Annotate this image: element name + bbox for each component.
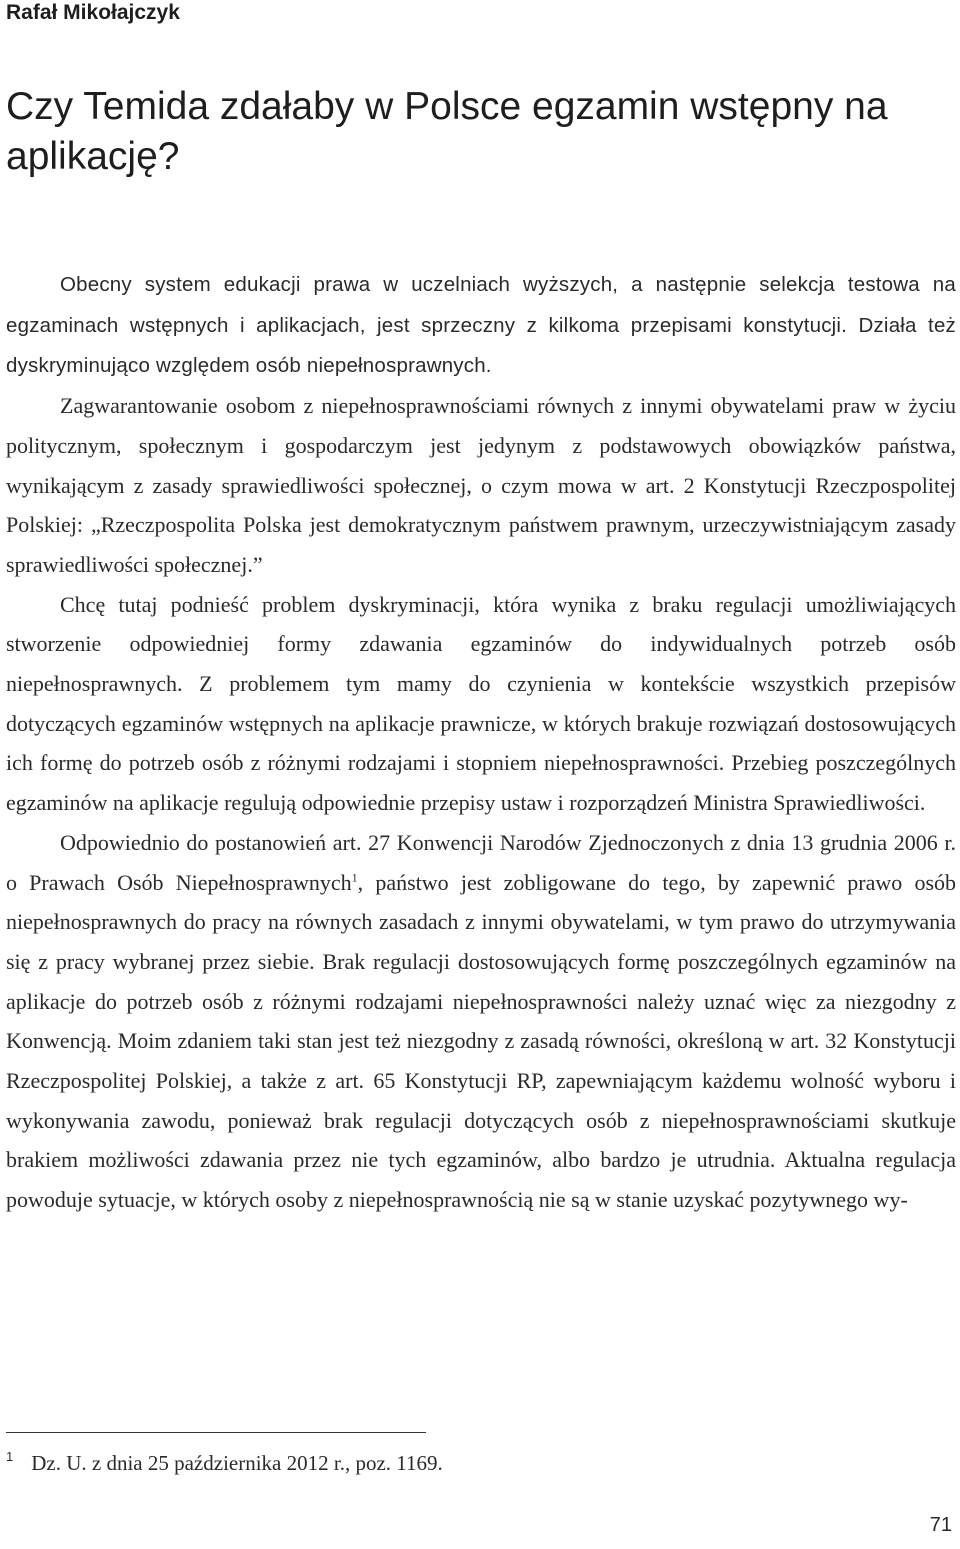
paragraph-3-text-a: Odpowiednio do postanowień art. 27 Konwencji Narodów Zjednoczonych z dnia 13 grudnia 2006 r. o Prawach Osób Niepełnosprawnych [6,829,956,895]
page-number: 71 [929,1514,952,1536]
footnote-reference[interactable]: 1 [351,870,358,885]
footnote [6,1450,443,1479]
body-paragraph-1: Zagwarantowanie osobom z niepełnosprawnościami równych z innymi obywatelami praw w życiu politycznym, społecznym i gospodarczym jest jedynym z podstawowych obowiązków państwa, wynikającym z zasady sprawiedliwości społecznej, o czym mowa w art. 2 Konstytucji Rzeczpospolitej Polskiej: „Rzeczpospolita Polska jest demokratycznym państwem prawnym, urzeczywistniającym zasady sprawiedliwości społecznej.” [6,393,956,577]
article-title: Czy Temida zdałaby w Polsce egzamin wstępny na aplikację? [6,85,888,178]
body-paragraph-2: Chcę tutaj podnieść problem dyskryminacji, która wynika z braku regulacji umożliwiających stworzenie odpowiedniej formy zdawania egzaminów do indywidualnych potrzeb osób niepełnosprawnych. Z problemem tym mamy do czynienia w kontekście wszystkich przepisów dotyczących egzaminów wstępnych na aplikacje prawnicze, w których brakuje rozwiązań dostosowujących ich formę do potrzeb osób z różnymi rodzajami i stopniem niepełnosprawności. Przebieg poszczególnych egzaminów na aplikacje regulują odpowiednie przepisy ustaw i rozporządzeń Ministra Sprawiedliwości. [6,591,956,816]
lead-paragraph [6,264,956,386]
paragraph-3-text-b: , państwo jest zobligowane do tego, by zapewnić prawo osób niepełnosprawnych do pracy na równych zasadach z innymi obywatelami, w tym prawo do utrzymywania się z pracy wybranej przez siebie. Brak regulacji dostosowujących formę poszczególnych egzaminów na aplikacje do potrzeb osób z różnymi rodzajami niepełnosprawności należy uznać więc za niezgodny z Konwencją. Moim zdaniem taki stan jest też niezgodny z zasadą równości, określoną w art. 32 Konstytucji Rzeczpospolitej Polskiej, a także z art. 65 Konstytucji RP, zapewniającym każdemu wolność wyboru i wykonywania zawodu, ponieważ brak regulacji dotyczących osób z niepełnosprawnościami skutkuje brakiem możliwości zdawania przez nie tych egzaminów, albo bardzo je utrudnia. Aktualna regulacja powoduje sytuacje, w których osoby z niepełnosprawnością nie są w stanie uzyskać pozytywnego wy- [6,869,957,1213]
article-body [6,264,956,1220]
footnote-divider [6,1432,426,1433]
running-header-author: Rafał Mikołajczyk [6,1,180,24]
body-paragraph-3 [6,823,956,1220]
footnote-text: Dz. U. z dnia 25 października 2012 r., poz. 1169. [31,1451,443,1475]
footnote-marker: 1 [6,1449,14,1464]
lead-text: Obecny system edukacji prawa w uczelniach wyższych, a następnie selekcja testowa na egzaminach wstępnych i aplikacjach, jest sprzeczny z kilkoma przepisami konstytucji. Działa też dyskryminująco względem osób niepełnosprawnych. [6,273,956,378]
